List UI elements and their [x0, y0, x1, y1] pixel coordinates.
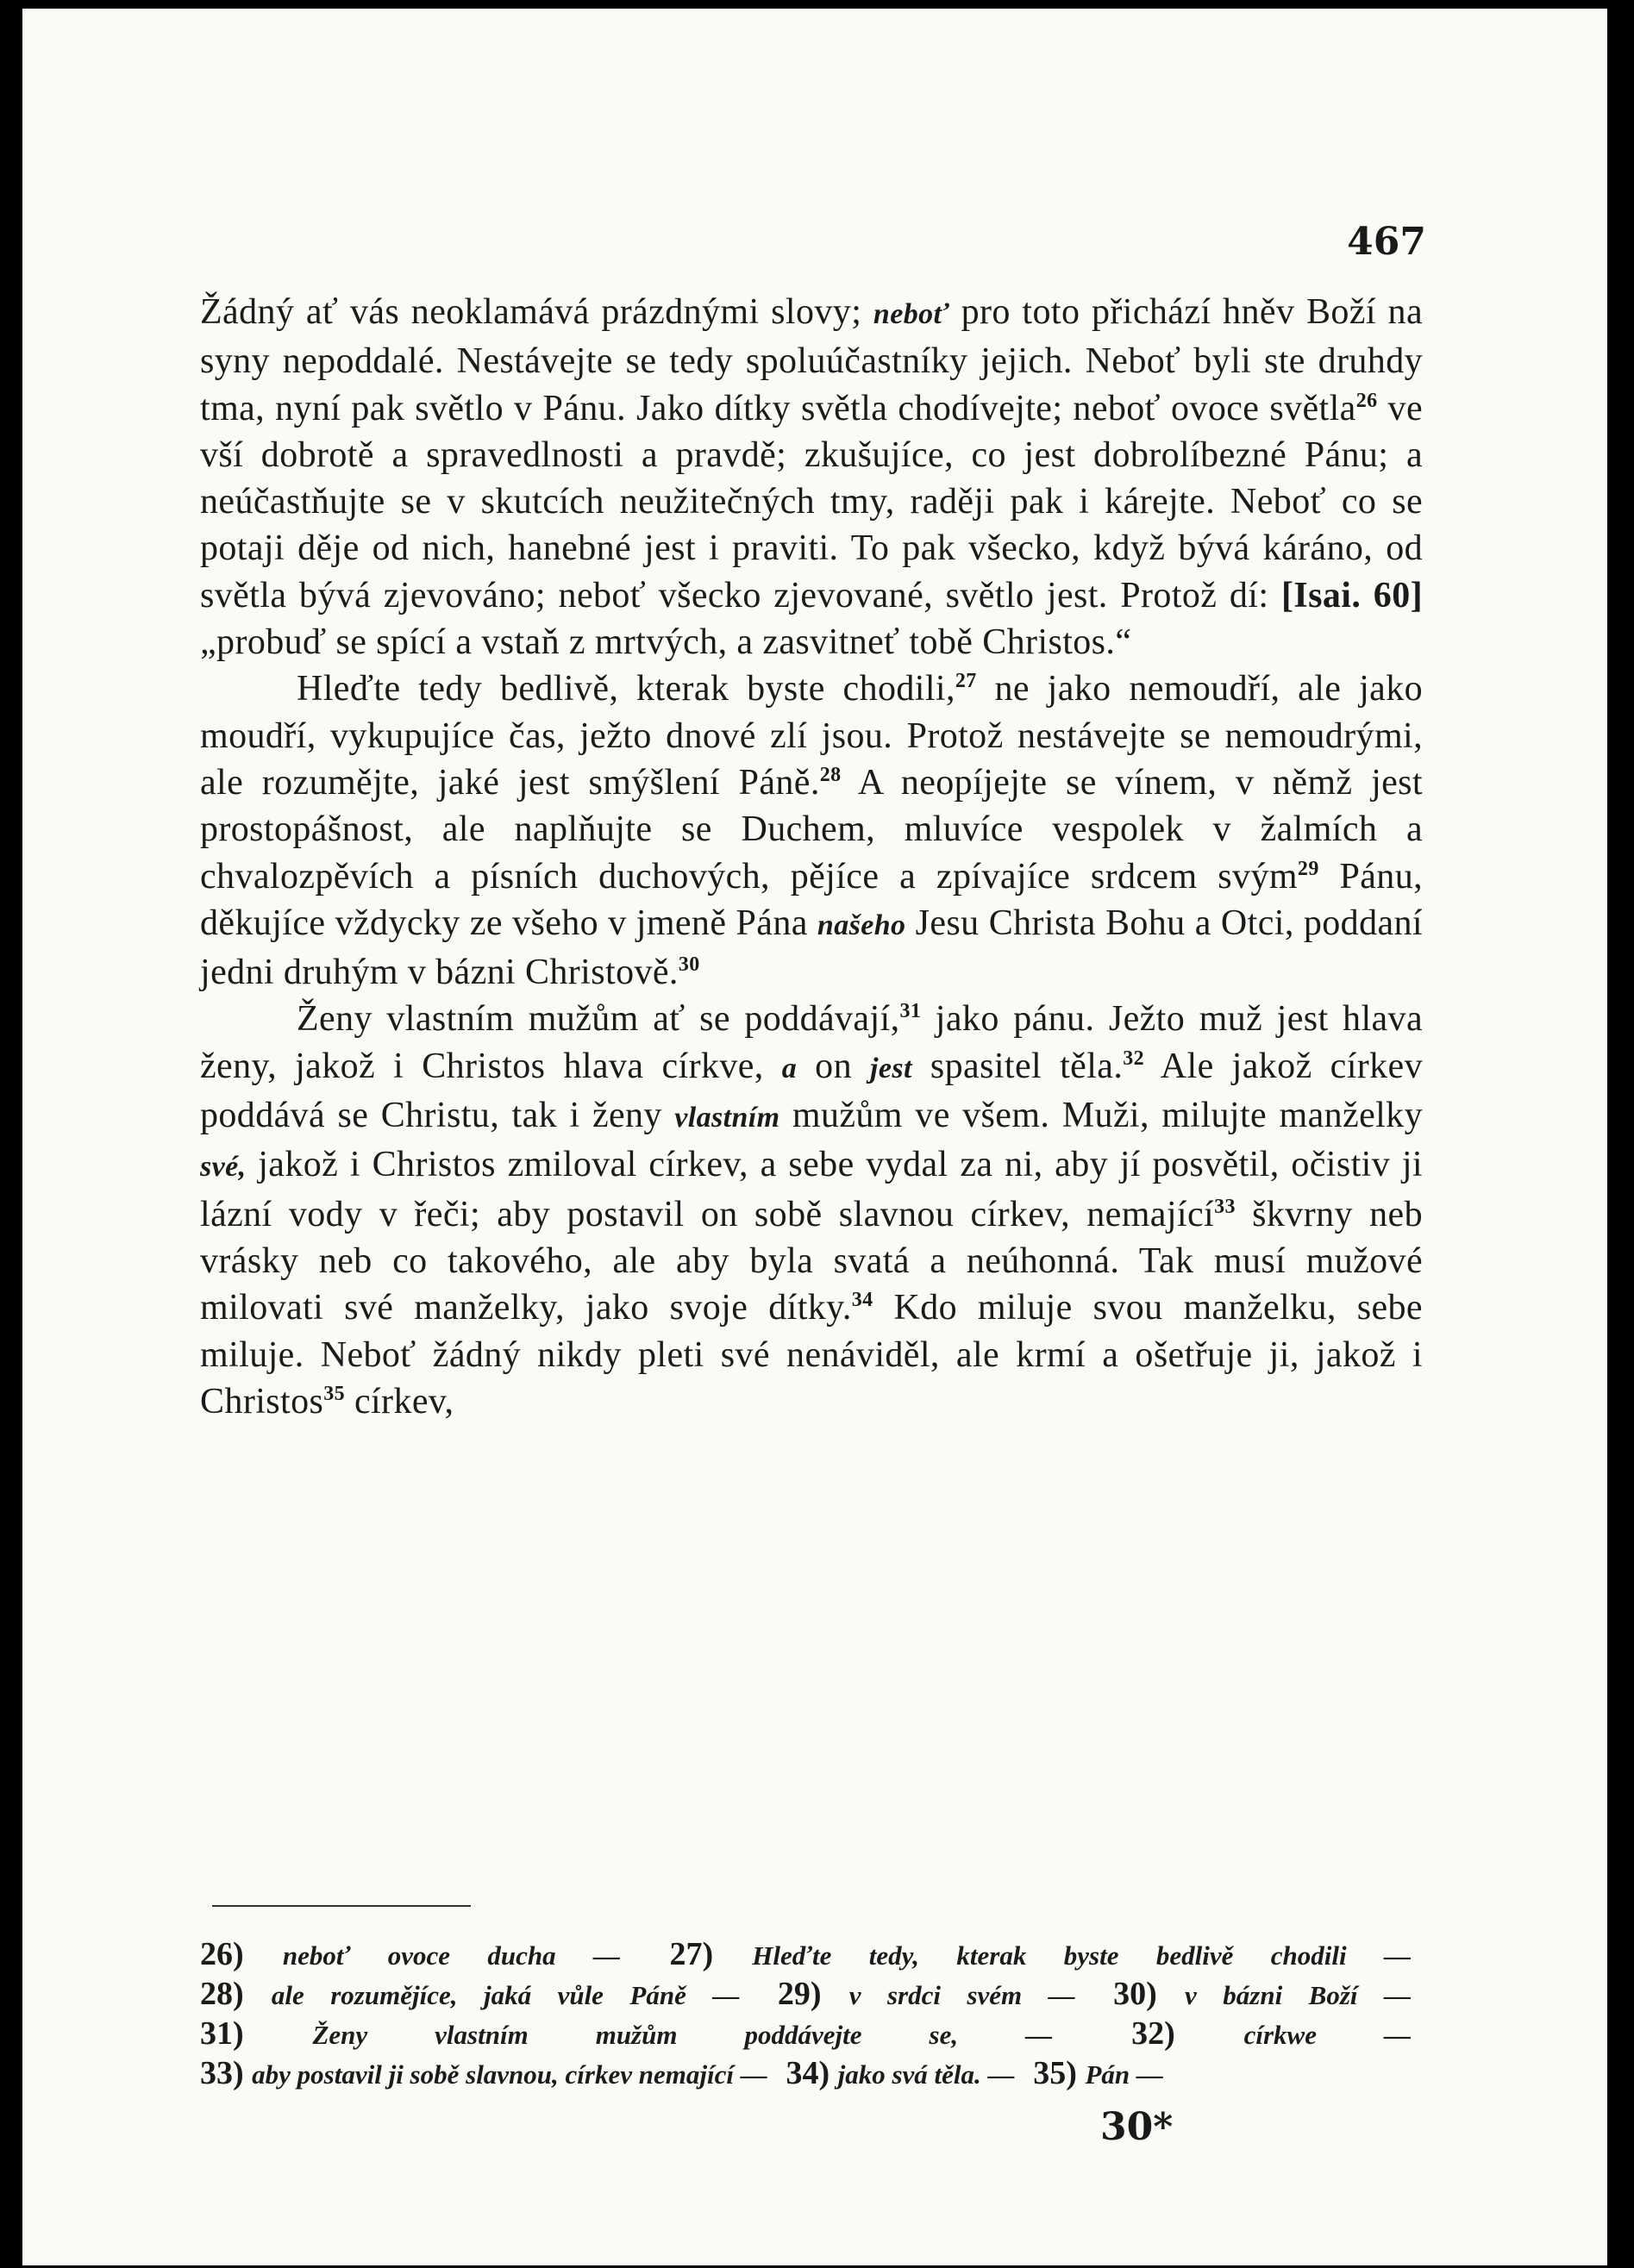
footnote-ref: 32 [1123, 1047, 1145, 1070]
text-run: Hleďte tedy bedlivě, kterak byste chodili, [297, 669, 955, 709]
text-run: jako pánu. Ježto muž jest hlava ženy, jakož i Christos hlava církve, [200, 999, 1423, 1086]
footnote-number: 27) [669, 1936, 753, 1972]
footnote-ref: 30 [678, 953, 700, 977]
footnote-number: 26) [200, 1936, 283, 1972]
paragraph-1 [200, 289, 1423, 665]
italic-word: našeho [817, 909, 906, 941]
footnote-number: 32) [1131, 2015, 1244, 2052]
footnote-number: 28) [200, 1976, 272, 2012]
footnote-text: jako svá těla. — [837, 2059, 1015, 2090]
text-run: ne jako nemoudří, ale jako moudří, vykupujíce čas, ježto dnové zlí jsou. Protož nestávejte se nemoudrými, ale rozumějte, jaké jest smýšlení Páně. [200, 669, 1423, 803]
footnote [200, 1936, 621, 1972]
footnote [1033, 2055, 1163, 2091]
text-run: „probuď se spící a vstaň z mrtvých, a zasvitneť tobě Christos.“ [200, 622, 1132, 663]
footnote [1113, 1976, 1411, 2012]
footnote-text: ale rozumějíce, jaká vůle Páně — [271, 1980, 740, 2010]
footnote-number: 33) [200, 2055, 253, 2091]
italic-word: jest [870, 1052, 912, 1084]
footnote [777, 1976, 1075, 2012]
italic-word: neboť [873, 298, 949, 330]
footnote-ref: 31 [899, 1000, 922, 1023]
text-run: Žádný ať vás neoklamává prázdnými slovy; [200, 292, 873, 332]
footnote-text: v bázni Boží — [1185, 1980, 1411, 2010]
footnote-ref: 33 [1214, 1195, 1236, 1218]
footnote [200, 2015, 1053, 2052]
text-run: Pánu, děkujíce vždycky ze všeho v jmeně Pána [200, 856, 1423, 943]
footnote [669, 1936, 1412, 1972]
footnote [200, 1976, 740, 2012]
footnote-number: 31) [200, 2015, 313, 2052]
footnote-ref: 29 [1297, 857, 1319, 880]
text-run: pro toto přichází hněv Boží na syny nepoddalé. Nestávejte se tedy spoluúčastníky jejich. Neboť byli ste druhdy tma, nyní pak světlo v Pánu. Jako dítky světla chodívejte; neboť ovoce světla [200, 292, 1423, 428]
text-run: Kdo miluje svou manželku, sebe miluje. Neboť žádný nikdy pleti své nenáviděl, ale krmí a ošetřuje ji, jakož i Christos [200, 1288, 1423, 1421]
text-run: ve vší dobrotě a spravedlnosti a pravdě; zkušujíce, co jest dobrolíbezné Pánu; a neúčastňujte se v skutcích neužitečných tmy, raději pak i kárejte. Neboť co se potaji děje od nich, hanebné jest i praviti. To pak všecko, když bývá káráno, od světla bývá zjevováno; neboť všecko zjevované, světlo jest. Protož dí: [200, 388, 1424, 615]
footnote [786, 2055, 1015, 2091]
footnote-ref: 28 [819, 763, 842, 786]
text-run: Ale jakož církev poddává se Christu, tak i ženy [200, 1046, 1423, 1136]
footnote [200, 2055, 767, 2091]
footnote-text: Ženy vlastním mužům poddávejte se, — [312, 2020, 1053, 2050]
text-run: jakož i Christos zmiloval církev, a sebe vydal za ni, aby jí posvětil, očistiv ji lázní vody v řeči; aby postavil on sobě slavnou církev, nemající [200, 1145, 1423, 1234]
footnote-text: aby postavil ji sobě slavnou, církev nemající — [252, 2059, 767, 2090]
footnote-ref: 34 [851, 1289, 873, 1312]
text-run: mužům ve všem. Muži, milujte manželky [779, 1096, 1423, 1136]
paragraph-3 [200, 996, 1423, 1425]
footnote-ref: 26 [1355, 389, 1378, 412]
footnote-ref: 35 [323, 1382, 346, 1405]
book-page [22, 9, 1607, 2265]
main-text [200, 289, 1423, 1425]
footnotes [200, 1935, 1423, 2094]
text-run: A neopíjejte se vínem, v němž jest prostopášnost, ale naplňujte se Duchem, mluvíce vespolek v žalmích a chvalozpěvích a písních duchových, pějíce a zpívajíce srdcem svým [200, 762, 1423, 897]
footnote-ref: 27 [955, 670, 977, 693]
text-run: spasitel těla. [911, 1046, 1124, 1086]
signature-mark: 30* [1100, 2105, 1174, 2149]
footnote-text: církwe — [1243, 2020, 1412, 2050]
footnote [1131, 2015, 1412, 2052]
footnote-text: Pán — [1085, 2059, 1163, 2090]
paragraph-2 [200, 665, 1423, 996]
footnote-number: 34) [786, 2055, 838, 2091]
footnote-text: neboť ovoce ducha — [282, 1940, 621, 1971]
italic-word: a [781, 1052, 798, 1084]
text-run: Ženy vlastním mužům ať se poddávají, [297, 999, 900, 1040]
footnote-number: 29) [777, 1976, 849, 2012]
text-run: Jesu Christa Bohu a Otci, poddaní jedni druhým v bázni Christově. [200, 903, 1423, 993]
italic-word: své, [200, 1151, 247, 1184]
text-run: církev, [345, 1381, 454, 1421]
footnote-divider [212, 1905, 471, 1907]
text-run: škvrny neb vrásky neb co takového, ale aby byla svatá a neúhonná. Tak musí mužové milovati své manželky, jako svoje dítky. [200, 1194, 1423, 1328]
footnote-number: 30) [1113, 1976, 1186, 2012]
italic-word: vlastním [674, 1102, 780, 1134]
footnote-text: Hleďte tedy, kterak byste bedlivě chodili — [752, 1940, 1412, 1971]
footnote-text: v srdci svém — [848, 1980, 1075, 2010]
text-run: on [797, 1046, 871, 1086]
footnote-number: 35) [1033, 2055, 1086, 2091]
page-number: 467 [1347, 220, 1426, 264]
scripture-reference: [Isai. 60] [1280, 575, 1423, 615]
